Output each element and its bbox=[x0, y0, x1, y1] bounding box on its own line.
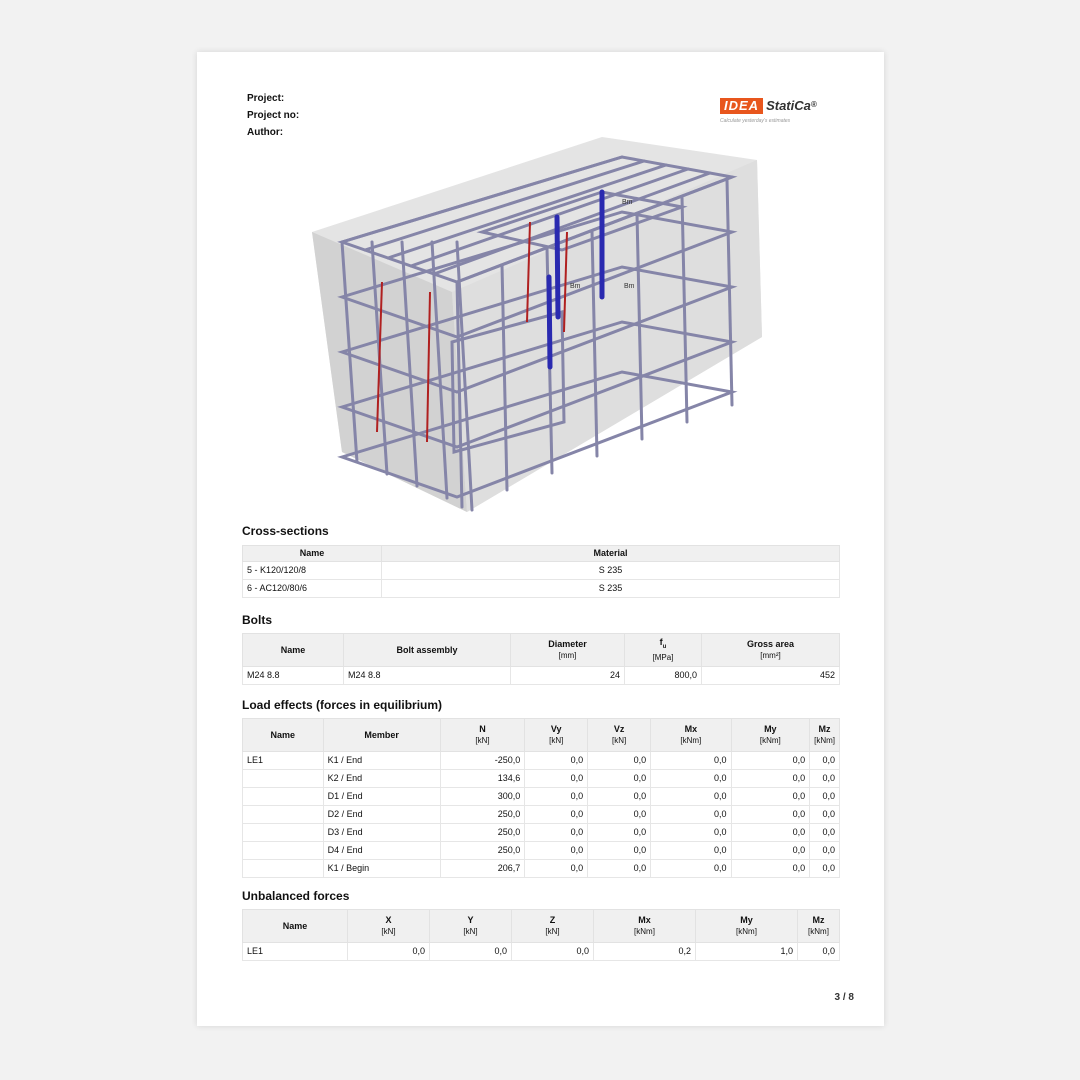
cell: 0,0 bbox=[810, 806, 840, 824]
col-header-name: Diameter bbox=[548, 639, 587, 649]
col-header-unit: [mm] bbox=[558, 651, 577, 660]
cell: 1,0 bbox=[696, 943, 798, 961]
cell: 206,7 bbox=[440, 860, 524, 878]
cell: 0,0 bbox=[810, 752, 840, 770]
col-header bbox=[525, 719, 588, 752]
project-info bbox=[247, 90, 299, 141]
col-header: Material bbox=[382, 546, 840, 562]
cell: 0,0 bbox=[810, 842, 840, 860]
cell: 6 - AC120/80/6 bbox=[243, 580, 382, 598]
col-header-name: X bbox=[385, 915, 392, 925]
col-header bbox=[731, 719, 810, 752]
cell: 0,0 bbox=[525, 860, 588, 878]
col-header-unit: [kNm] bbox=[814, 736, 835, 745]
cell: K2 / End bbox=[323, 770, 440, 788]
col-header-name: Z bbox=[549, 915, 556, 925]
cell: M24 8.8 bbox=[243, 667, 344, 685]
col-header-unit: [kN] bbox=[545, 927, 560, 936]
cell: -250,0 bbox=[440, 752, 524, 770]
cell bbox=[243, 860, 324, 878]
cell: 0,0 bbox=[512, 943, 594, 961]
col-header bbox=[348, 910, 430, 943]
col-header bbox=[696, 910, 798, 943]
cell: 0,0 bbox=[651, 806, 731, 824]
col-header: Name bbox=[243, 634, 344, 667]
cell: 0,0 bbox=[798, 943, 840, 961]
col-header bbox=[440, 719, 524, 752]
project-label: Project: bbox=[247, 93, 285, 104]
col-header bbox=[512, 910, 594, 943]
report-page bbox=[197, 52, 884, 1026]
cell: LE1 bbox=[243, 943, 348, 961]
cell: 0,0 bbox=[731, 752, 810, 770]
col-header bbox=[810, 719, 840, 752]
concrete-block-3d-model bbox=[302, 132, 762, 522]
cell: 250,0 bbox=[440, 824, 524, 842]
anchor-bolt bbox=[557, 217, 558, 317]
col-header-name: Vy bbox=[550, 724, 562, 734]
anchor-bolt bbox=[549, 277, 550, 367]
cell: 452 bbox=[702, 667, 840, 685]
cell bbox=[243, 806, 324, 824]
logo-reg: ® bbox=[810, 100, 817, 109]
idea-statica-logo bbox=[720, 97, 840, 131]
col-header: Bolt assembly bbox=[344, 634, 511, 667]
model-label: Bm bbox=[622, 199, 633, 206]
col-header-unit: [kN] bbox=[612, 736, 627, 745]
col-header-name: Member bbox=[364, 729, 399, 740]
col-header-name: f bbox=[659, 636, 663, 647]
cell: 0,0 bbox=[588, 806, 651, 824]
col-header-name: Mz bbox=[818, 724, 831, 734]
logo-tagline: Calculate yesterday's estimates bbox=[720, 118, 791, 124]
col-header-unit: [kNm] bbox=[759, 736, 781, 745]
cell: 800,0 bbox=[625, 667, 702, 685]
cell: 0,0 bbox=[731, 806, 810, 824]
cell: 250,0 bbox=[440, 806, 524, 824]
cell: 0,0 bbox=[810, 860, 840, 878]
col-header-name: My bbox=[764, 724, 777, 734]
table-row bbox=[243, 562, 840, 580]
cell bbox=[243, 842, 324, 860]
table-row bbox=[243, 943, 840, 961]
col-header: Name bbox=[243, 546, 382, 562]
col-header-name: Vz bbox=[613, 724, 625, 734]
col-header-unit: [kN] bbox=[475, 736, 490, 745]
cell: 0,0 bbox=[651, 788, 731, 806]
table-row bbox=[243, 824, 840, 842]
cell: 0,0 bbox=[525, 788, 588, 806]
col-header-name: Gross area bbox=[746, 639, 795, 649]
cell: 0,0 bbox=[731, 770, 810, 788]
col-header bbox=[625, 634, 702, 667]
col-header-unit: [kN] bbox=[381, 927, 396, 936]
project-no-label: Project no: bbox=[247, 110, 300, 121]
cell: K1 / End bbox=[323, 752, 440, 770]
cell: D2 / End bbox=[323, 806, 440, 824]
cell: 0,0 bbox=[588, 788, 651, 806]
cell: 24 bbox=[511, 667, 625, 685]
cell: D1 / End bbox=[323, 788, 440, 806]
unbalanced-forces-title: Unbalanced forces bbox=[242, 889, 350, 903]
logo-mark: IDEA bbox=[720, 98, 763, 114]
col-header bbox=[323, 719, 440, 752]
col-header-name: Mz bbox=[812, 915, 825, 925]
page-number: 3 / 8 bbox=[834, 992, 854, 1003]
col-header-name: N bbox=[479, 724, 486, 734]
cell: 0,0 bbox=[525, 842, 588, 860]
cell: 0,0 bbox=[731, 824, 810, 842]
col-header bbox=[430, 910, 512, 943]
col-header-unit: [kNm] bbox=[808, 927, 829, 936]
cell: M24 8.8 bbox=[344, 667, 511, 685]
table-row bbox=[243, 752, 840, 770]
table-row bbox=[243, 667, 840, 685]
logo-name: StatiCa bbox=[766, 98, 811, 113]
bolts-title: Bolts bbox=[242, 613, 272, 627]
cell: S 235 bbox=[382, 580, 840, 598]
cell bbox=[243, 788, 324, 806]
table-row bbox=[243, 860, 840, 878]
cell: 300,0 bbox=[440, 788, 524, 806]
cell: 0,0 bbox=[731, 788, 810, 806]
model-label: Bm bbox=[570, 283, 581, 290]
cell: 0,0 bbox=[588, 770, 651, 788]
cell: 134,6 bbox=[440, 770, 524, 788]
cell: K1 / Begin bbox=[323, 860, 440, 878]
cross-sections-title: Cross-sections bbox=[242, 524, 329, 538]
col-header-name: Name bbox=[282, 920, 308, 931]
cell: 0,0 bbox=[525, 752, 588, 770]
cell: 0,0 bbox=[588, 842, 651, 860]
author-label: Author: bbox=[247, 127, 284, 138]
bolts-table bbox=[242, 633, 840, 685]
cell: 250,0 bbox=[440, 842, 524, 860]
col-header-sub: u bbox=[662, 643, 667, 650]
col-header bbox=[588, 719, 651, 752]
cell: 0,0 bbox=[525, 770, 588, 788]
cell: 0,0 bbox=[588, 860, 651, 878]
cell: 0,0 bbox=[731, 842, 810, 860]
cell: 0,0 bbox=[348, 943, 430, 961]
cell: 0,0 bbox=[651, 842, 731, 860]
cell: LE1 bbox=[243, 752, 324, 770]
col-header-name: Y bbox=[467, 915, 474, 925]
col-header bbox=[798, 910, 840, 943]
load-effects-title: Load effects (forces in equilibrium) bbox=[242, 698, 443, 712]
col-header bbox=[511, 634, 625, 667]
cell: 0,0 bbox=[810, 824, 840, 842]
cell: D3 / End bbox=[323, 824, 440, 842]
cell bbox=[243, 770, 324, 788]
col-header bbox=[651, 719, 731, 752]
cell: 0,0 bbox=[525, 806, 588, 824]
cell: 0,0 bbox=[810, 788, 840, 806]
model-label: Bm bbox=[624, 283, 635, 290]
col-header-unit: [kNm] bbox=[736, 927, 757, 936]
col-header-unit: [MPa] bbox=[652, 653, 674, 663]
col-header-name: Mx bbox=[684, 724, 698, 734]
col-header-name: My bbox=[740, 915, 753, 925]
cell: 0,0 bbox=[810, 770, 840, 788]
col-header-unit: [mm²] bbox=[760, 651, 781, 660]
cell bbox=[243, 824, 324, 842]
col-header-name: Mx bbox=[638, 915, 651, 925]
col-header bbox=[243, 910, 348, 943]
cell: S 235 bbox=[382, 562, 840, 580]
table-row bbox=[243, 806, 840, 824]
cell: 0,0 bbox=[651, 752, 731, 770]
cell: 0,0 bbox=[651, 860, 731, 878]
col-header-unit: [kNm] bbox=[680, 736, 702, 745]
cell: 0,0 bbox=[588, 752, 651, 770]
cell: 0,2 bbox=[594, 943, 696, 961]
col-header-unit: [kNm] bbox=[634, 927, 655, 936]
col-header-name: Name bbox=[270, 729, 296, 740]
cell: D4 / End bbox=[323, 842, 440, 860]
table-row bbox=[243, 842, 840, 860]
col-header-unit: [kN] bbox=[549, 736, 564, 745]
cross-sections-table bbox=[242, 545, 840, 598]
table-row bbox=[243, 770, 840, 788]
cell: 0,0 bbox=[731, 860, 810, 878]
cell: 5 - K120/120/8 bbox=[243, 562, 382, 580]
cell: 0,0 bbox=[651, 824, 731, 842]
load-effects-table bbox=[242, 718, 840, 878]
table-row bbox=[243, 580, 840, 598]
col-header-unit: [kN] bbox=[463, 927, 478, 936]
cell: 0,0 bbox=[651, 770, 731, 788]
cell: 0,0 bbox=[525, 824, 588, 842]
col-header bbox=[702, 634, 840, 667]
col-header bbox=[243, 719, 324, 752]
cell: 0,0 bbox=[430, 943, 512, 961]
unbalanced-forces-table bbox=[242, 909, 840, 961]
col-header bbox=[594, 910, 696, 943]
cell: 0,0 bbox=[588, 824, 651, 842]
table-row bbox=[243, 788, 840, 806]
